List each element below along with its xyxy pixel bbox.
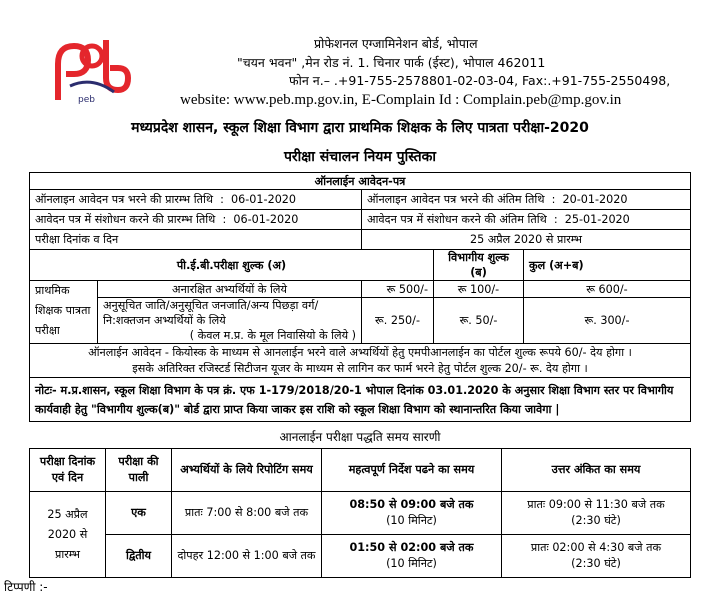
logo-text: peb — [78, 95, 95, 105]
exam-date-label: परीक्षा दिनांक व दिन — [30, 230, 362, 250]
org-address: "चयन भवन" ,मेन रोड नं. 1. चिनार पार्क (ईस्ट), भोपाल 462011 — [237, 55, 546, 70]
org-name: प्रोफेशनल एग्जामिनेशन बोर्ड, भोपाल — [314, 36, 478, 51]
doc-subtitle: परीक्षा संचालन नियम पुस्तिका — [283, 149, 437, 165]
remark-label: टिप्पणी :- — [4, 580, 48, 592]
exam-date-value: 25 अप्रैल 2020 से प्रारम्भ — [362, 230, 691, 250]
online-heading: ऑनलाईन आवेदन-पत्र — [30, 173, 691, 190]
sched-shift: द्वितीय — [106, 535, 172, 578]
sched-instructions: 01:50 से 02:00 बजे तक (10 मिनिट) — [322, 535, 502, 578]
sched-header: अभ्यर्थियों के लिये रिपोटिंग समय — [172, 449, 322, 492]
fee-category: अनारक्षित अभ्यर्थियों के लिये — [98, 281, 362, 298]
schedule-caption: आनलाईन परीक्षा पद्धति समय सारणी — [279, 430, 441, 444]
sched-reporting: प्रातः 7:00 से 8:00 बजे तक — [172, 492, 322, 535]
fee-total: रू 600/- — [524, 281, 691, 298]
sched-header: महत्वपूर्ण निर्देश पढने का समय — [322, 449, 502, 492]
fee-peb: रू. 250/- — [362, 298, 434, 344]
fee-category-note: ( केवल म.प्र. के मूल निवासियो के लिये ) — [189, 329, 356, 342]
note: नोटः- म.प्र.शासन, स्कूल शिक्षा विभाग के पत्र क्रं. एफ 1-179/2018/20-1 भोपाल दिनांक 03.01.2020 के अनुसार शिक्षा विभाग स्तर पर विभागीय कार्यवाही हेतु "विभागीय शुल्क(ब)" बोर्ड द्वारा प्राप्त किया जाकर इस राशि को स्कूल शिक्षा विभाग को स्थानान्तरित किया जावेगा | — [30, 378, 691, 422]
sched-instructions: 08:50 से 09:00 बजे तक (10 मिनिट) — [322, 492, 502, 535]
schedule-table — [29, 448, 691, 578]
fee-dept: रू 100/- — [434, 281, 524, 298]
edit-start-row: आवेदन पत्र में संशोधन करने की प्रारम्भ तिथि : 06-01-2020 — [30, 210, 362, 230]
sched-header: परीक्षा की पाली — [106, 449, 172, 492]
edit-end-row: आवेदन पत्र में संशोधन करने की अंतिम तिथि : 25-01-2020 — [362, 210, 691, 230]
kiosk-note: ऑनलाईन आवेदन - कियोस्क के माध्यम से आनलाईन भरने वाले अभ्यर्थियों हेतु एमपीआनलाईन का पोर्टल शुल्क रूपये 60/- देय होगा । इसके अतिरिक्त रजिस्टर्ड सिटीजन यूजर के माध्यम से लागिन कर फार्म भरने हेतु पोर्टल शुल्क 20/- रू. देय होगा । — [30, 344, 691, 378]
sched-header: परीक्षा दिनांक एवं दिन — [30, 449, 106, 492]
application-fee-table — [29, 172, 691, 422]
sched-reporting: दोपहर 12:00 से 1:00 बजे तक — [172, 535, 322, 578]
total-fee-header: कुल (अ+ब) — [524, 250, 691, 281]
sched-shift: एक — [106, 492, 172, 535]
start-date-row: ऑनलाइन आवेदन पत्र भरने की प्रारम्भ तिथि : 06-01-2020 — [30, 190, 362, 210]
peb-fee-header: पी.ई.बी.परीक्षा शुल्क (अ) — [30, 250, 434, 281]
doc-title: मध्यप्रदेश शासन, स्कूल शिक्षा विभाग द्वारा प्राथमिक शिक्षक के लिए पात्रता परीक्षा-2020 — [131, 120, 589, 136]
sched-answer: प्रातः 09:00 से 11:30 बजे तक (2:30 घंटे) — [502, 492, 691, 535]
org-website[interactable]: website: www.peb.mp.gov.in, E-Complain Id : Complain.peb@mp.gov.in — [180, 92, 622, 108]
peb-logo — [48, 34, 134, 112]
exam-name: प्राथमिक शिक्षक पात्रता परीक्षा — [30, 281, 98, 344]
fee-category: अनुसूचित जाति/अनुसूचित जनजाति/अन्य पिछड़ा वर्ग/ नि:शक्तजन अभ्यर्थियों के लिये ( केवल म.प्र. के मूल निवासियो के लिये ) — [98, 298, 362, 344]
org-phone: फोन न.– .+91-755-2578801-02-03-04, Fax:.+91-755-2550498, — [289, 73, 671, 88]
fee-total: रू. 300/- — [524, 298, 691, 344]
sched-answer: प्रातः 02:00 से 4:30 बजे तक (2:30 घंटे) — [502, 535, 691, 578]
fee-peb: रू 500/- — [362, 281, 434, 298]
fee-dept: रू. 50/- — [434, 298, 524, 344]
end-date-row: ऑनलाइन आवेदन पत्र भरने की अंतिम तिथि : 20-01-2020 — [362, 190, 691, 210]
dept-fee-header: विभागीय शुल्क (ब) — [434, 250, 524, 281]
sched-date: 25 अप्रैल 2020 से प्रारम्भ — [30, 492, 106, 578]
sched-header: उत्तर अंकित का समय — [502, 449, 691, 492]
